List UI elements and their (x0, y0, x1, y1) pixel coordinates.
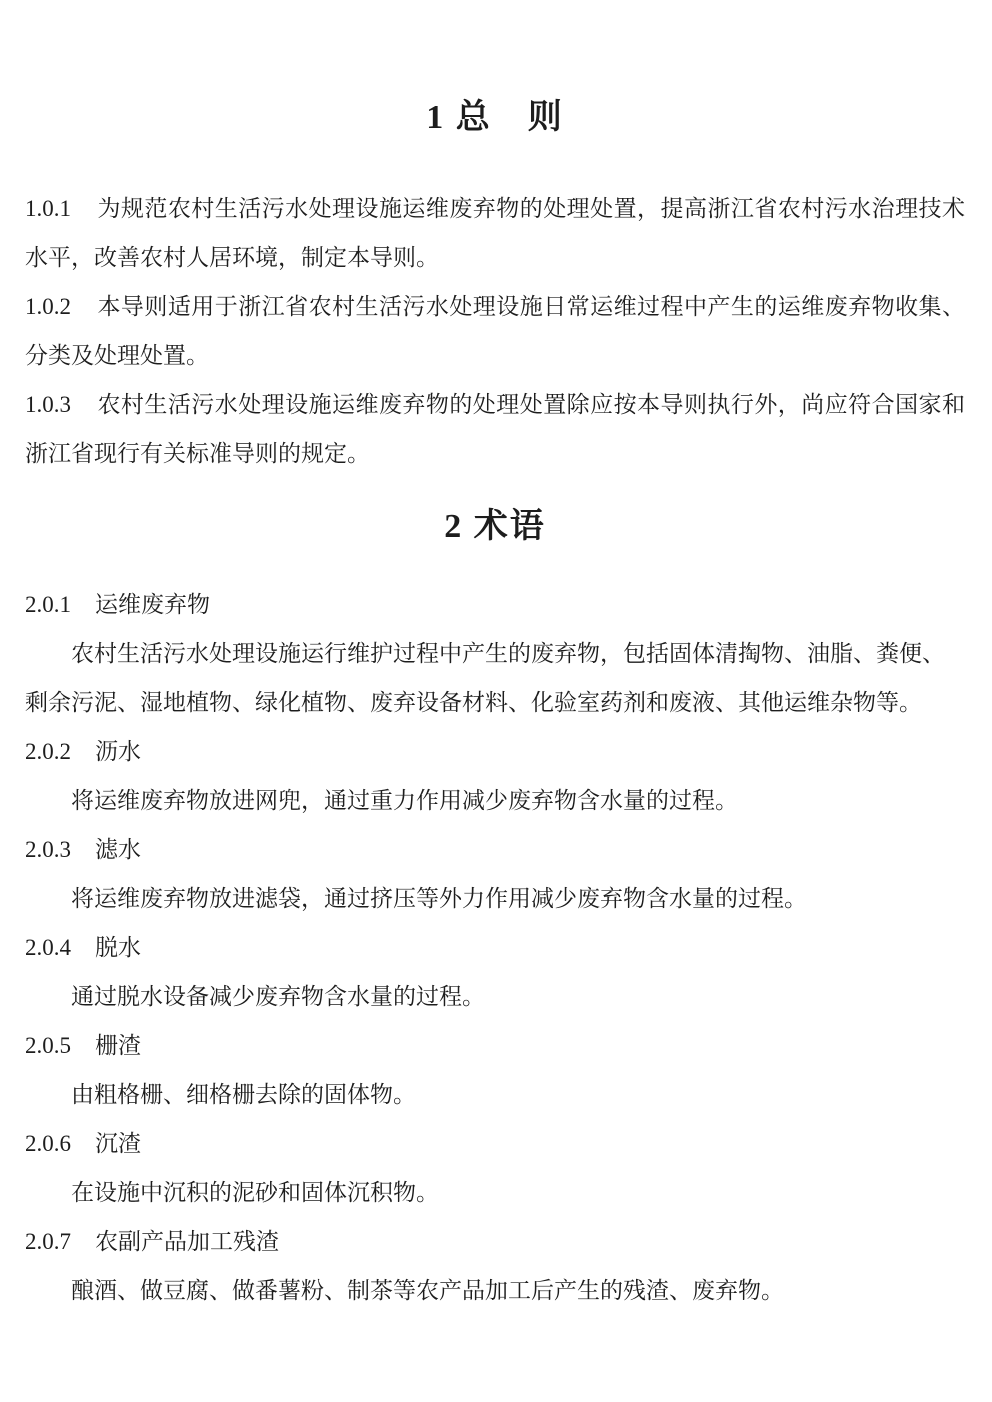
term-2-0-5 (25, 1021, 965, 1070)
term-number: 2.0.3 (25, 837, 71, 862)
term-title: 沉渣 (95, 1131, 141, 1156)
term-2-0-1-definition: 农村生活污水处理设施运行维护过程中产生的废弃物，包括固体清掏物、油脂、粪便、剩余污泥、湿地植物、绿化植物、废弃设备材料、化验室药剂和废液、其他运维杂物等。 (25, 641, 945, 715)
term-title: 运维废弃物 (95, 592, 210, 617)
term-title: 栅渣 (95, 1033, 141, 1058)
term-number: 2.0.5 (25, 1033, 71, 1058)
clause-text: 本导则适用于浙江省农村生活污水处理设施日常运维过程中产生的运维废弃物收集、分类及处理处置。 (25, 294, 965, 368)
term-title: 农副产品加工残渣 (95, 1229, 279, 1254)
term-title: 沥水 (95, 739, 141, 764)
clause-1-0-2 (25, 282, 965, 380)
term-2-0-4 (25, 923, 965, 972)
clause-number: 1.0.3 (25, 392, 71, 417)
term-title: 脱水 (95, 935, 141, 960)
clause-number: 1.0.1 (25, 196, 71, 221)
term-2-0-7-definition: 酿酒、做豆腐、做番薯粉、制茶等农产品加工后产生的残渣、废弃物。 (71, 1278, 784, 1303)
clause-1-0-1 (25, 184, 965, 282)
term-2-0-1 (25, 580, 965, 629)
term-2-0-7 (25, 1217, 965, 1266)
term-number: 2.0.4 (25, 935, 71, 960)
section-2-heading: 2 术语 (444, 508, 546, 545)
term-number: 2.0.2 (25, 739, 71, 764)
term-2-0-2 (25, 727, 965, 776)
term-2-0-4-definition: 通过脱水设备减少废弃物含水量的过程。 (71, 984, 485, 1009)
term-2-0-6 (25, 1119, 965, 1168)
term-number: 2.0.1 (25, 592, 71, 617)
clause-1-0-3 (25, 380, 965, 478)
clause-number: 1.0.2 (25, 294, 71, 319)
clause-text: 为规范农村生活污水处理设施运维废弃物的处理处置，提高浙江省农村污水治理技术水平，改善农村人居环境，制定本导则。 (25, 196, 965, 270)
term-title: 滤水 (95, 837, 141, 862)
term-2-0-6-definition: 在设施中沉积的泥砂和固体沉积物。 (71, 1180, 439, 1205)
term-2-0-3 (25, 825, 965, 874)
term-number: 2.0.7 (25, 1229, 71, 1254)
clause-text: 农村生活污水处理设施运维废弃物的处理处置除应按本导则执行外，尚应符合国家和浙江省现行有关标准导则的规定。 (25, 392, 965, 466)
section-1-heading: 1 总 则 (426, 99, 564, 136)
term-2-0-2-definition: 将运维废弃物放进网兜，通过重力作用减少废弃物含水量的过程。 (71, 788, 738, 813)
term-number: 2.0.6 (25, 1131, 71, 1156)
term-2-0-5-definition: 由粗格栅、细格栅去除的固体物。 (71, 1082, 416, 1107)
term-2-0-3-definition: 将运维废弃物放进滤袋，通过挤压等外力作用减少废弃物含水量的过程。 (71, 886, 807, 911)
